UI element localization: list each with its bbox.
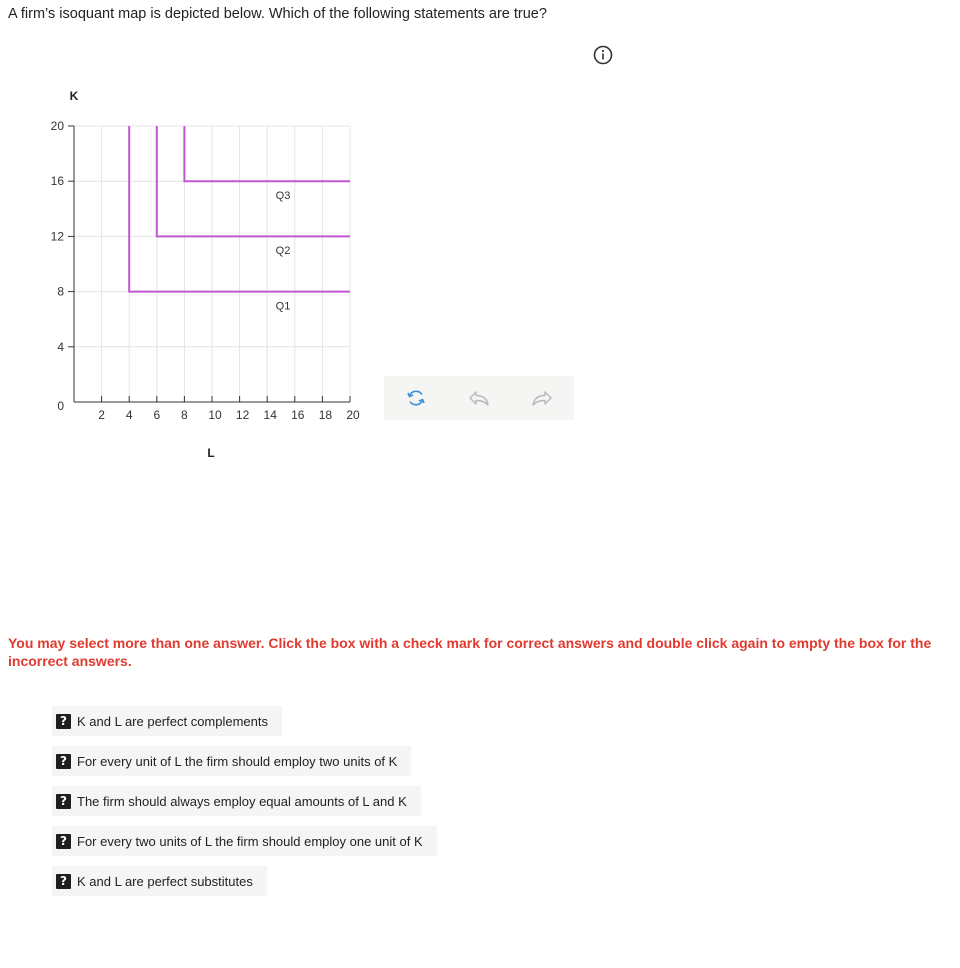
info-icon[interactable] (593, 45, 613, 65)
option-label: The firm should always employ equal amounts of L and K (77, 793, 407, 809)
question-mark-box-icon[interactable]: ? (56, 794, 71, 809)
option-label: K and L are perfect substitutes (77, 873, 253, 889)
isoquant-label-q1: Q1 (275, 300, 291, 313)
y-axis-label: K (69, 89, 79, 103)
question-text: A firm’s isoquant map is depicted below. Which of the following statements are true? (8, 6, 547, 22)
reset-icon (405, 387, 427, 409)
isoquant-label-q3: Q3 (275, 190, 291, 202)
undo-button[interactable] (459, 380, 499, 416)
option-label: K and L are perfect complements (77, 713, 269, 729)
redo-icon (530, 388, 554, 408)
question-mark-box-icon[interactable]: ? (56, 834, 71, 849)
y-tick-label: 16 (50, 174, 64, 189)
option-label: For every unit of L the firm should employ two units of K (77, 753, 398, 769)
question-mark-box-icon[interactable]: ? (56, 714, 71, 729)
option-one-k-per-two-l[interactable] (52, 826, 437, 856)
option-equal-amounts[interactable] (52, 786, 421, 816)
isoquant-chart[interactable] (0, 80, 380, 470)
option-two-k-per-l[interactable] (52, 746, 411, 776)
x-tick-label: 20 (346, 408, 360, 422)
x-tick-label: 8 (181, 408, 188, 422)
chart-series-labels (276, 190, 291, 312)
x-tick-label: 2 (98, 408, 105, 422)
chart-grid (74, 126, 350, 402)
instruction-text: You may select more than one answer. Click the box with a check mark for correct answers and double click again to empty the box for the incorrect answers. (8, 635, 932, 669)
undo-icon (467, 388, 491, 408)
answer-options (52, 706, 437, 906)
chart-ticks (51, 119, 360, 422)
y-tick-label: 12 (50, 229, 64, 244)
x-tick-label: 10 (208, 408, 222, 422)
x-tick-label: 4 (125, 408, 133, 422)
y-tick-label: 0 (57, 399, 64, 413)
x-tick-label: 6 (153, 408, 161, 422)
isoquant-label-q2: Q2 (275, 245, 291, 258)
option-perfect-substitutes[interactable] (52, 866, 267, 896)
x-tick-label: 18 (318, 408, 333, 422)
question-mark-box-icon[interactable]: ? (56, 754, 71, 769)
redo-button[interactable] (522, 380, 562, 416)
option-perfect-complements[interactable] (52, 706, 282, 736)
question-mark-box-icon[interactable]: ? (56, 874, 71, 889)
x-tick-label: 14 (263, 408, 277, 422)
y-tick-label: 8 (57, 284, 64, 299)
graph-toolbar (384, 376, 574, 420)
y-tick-label: 4 (57, 339, 64, 354)
option-label: For every two units of L the firm should employ one unit of K (77, 833, 423, 849)
x-tick-label: 12 (235, 408, 250, 422)
x-axis-label: L (207, 446, 215, 460)
y-tick-label: 20 (50, 119, 64, 133)
reset-button[interactable] (396, 380, 436, 416)
x-tick-label: 16 (291, 408, 305, 422)
